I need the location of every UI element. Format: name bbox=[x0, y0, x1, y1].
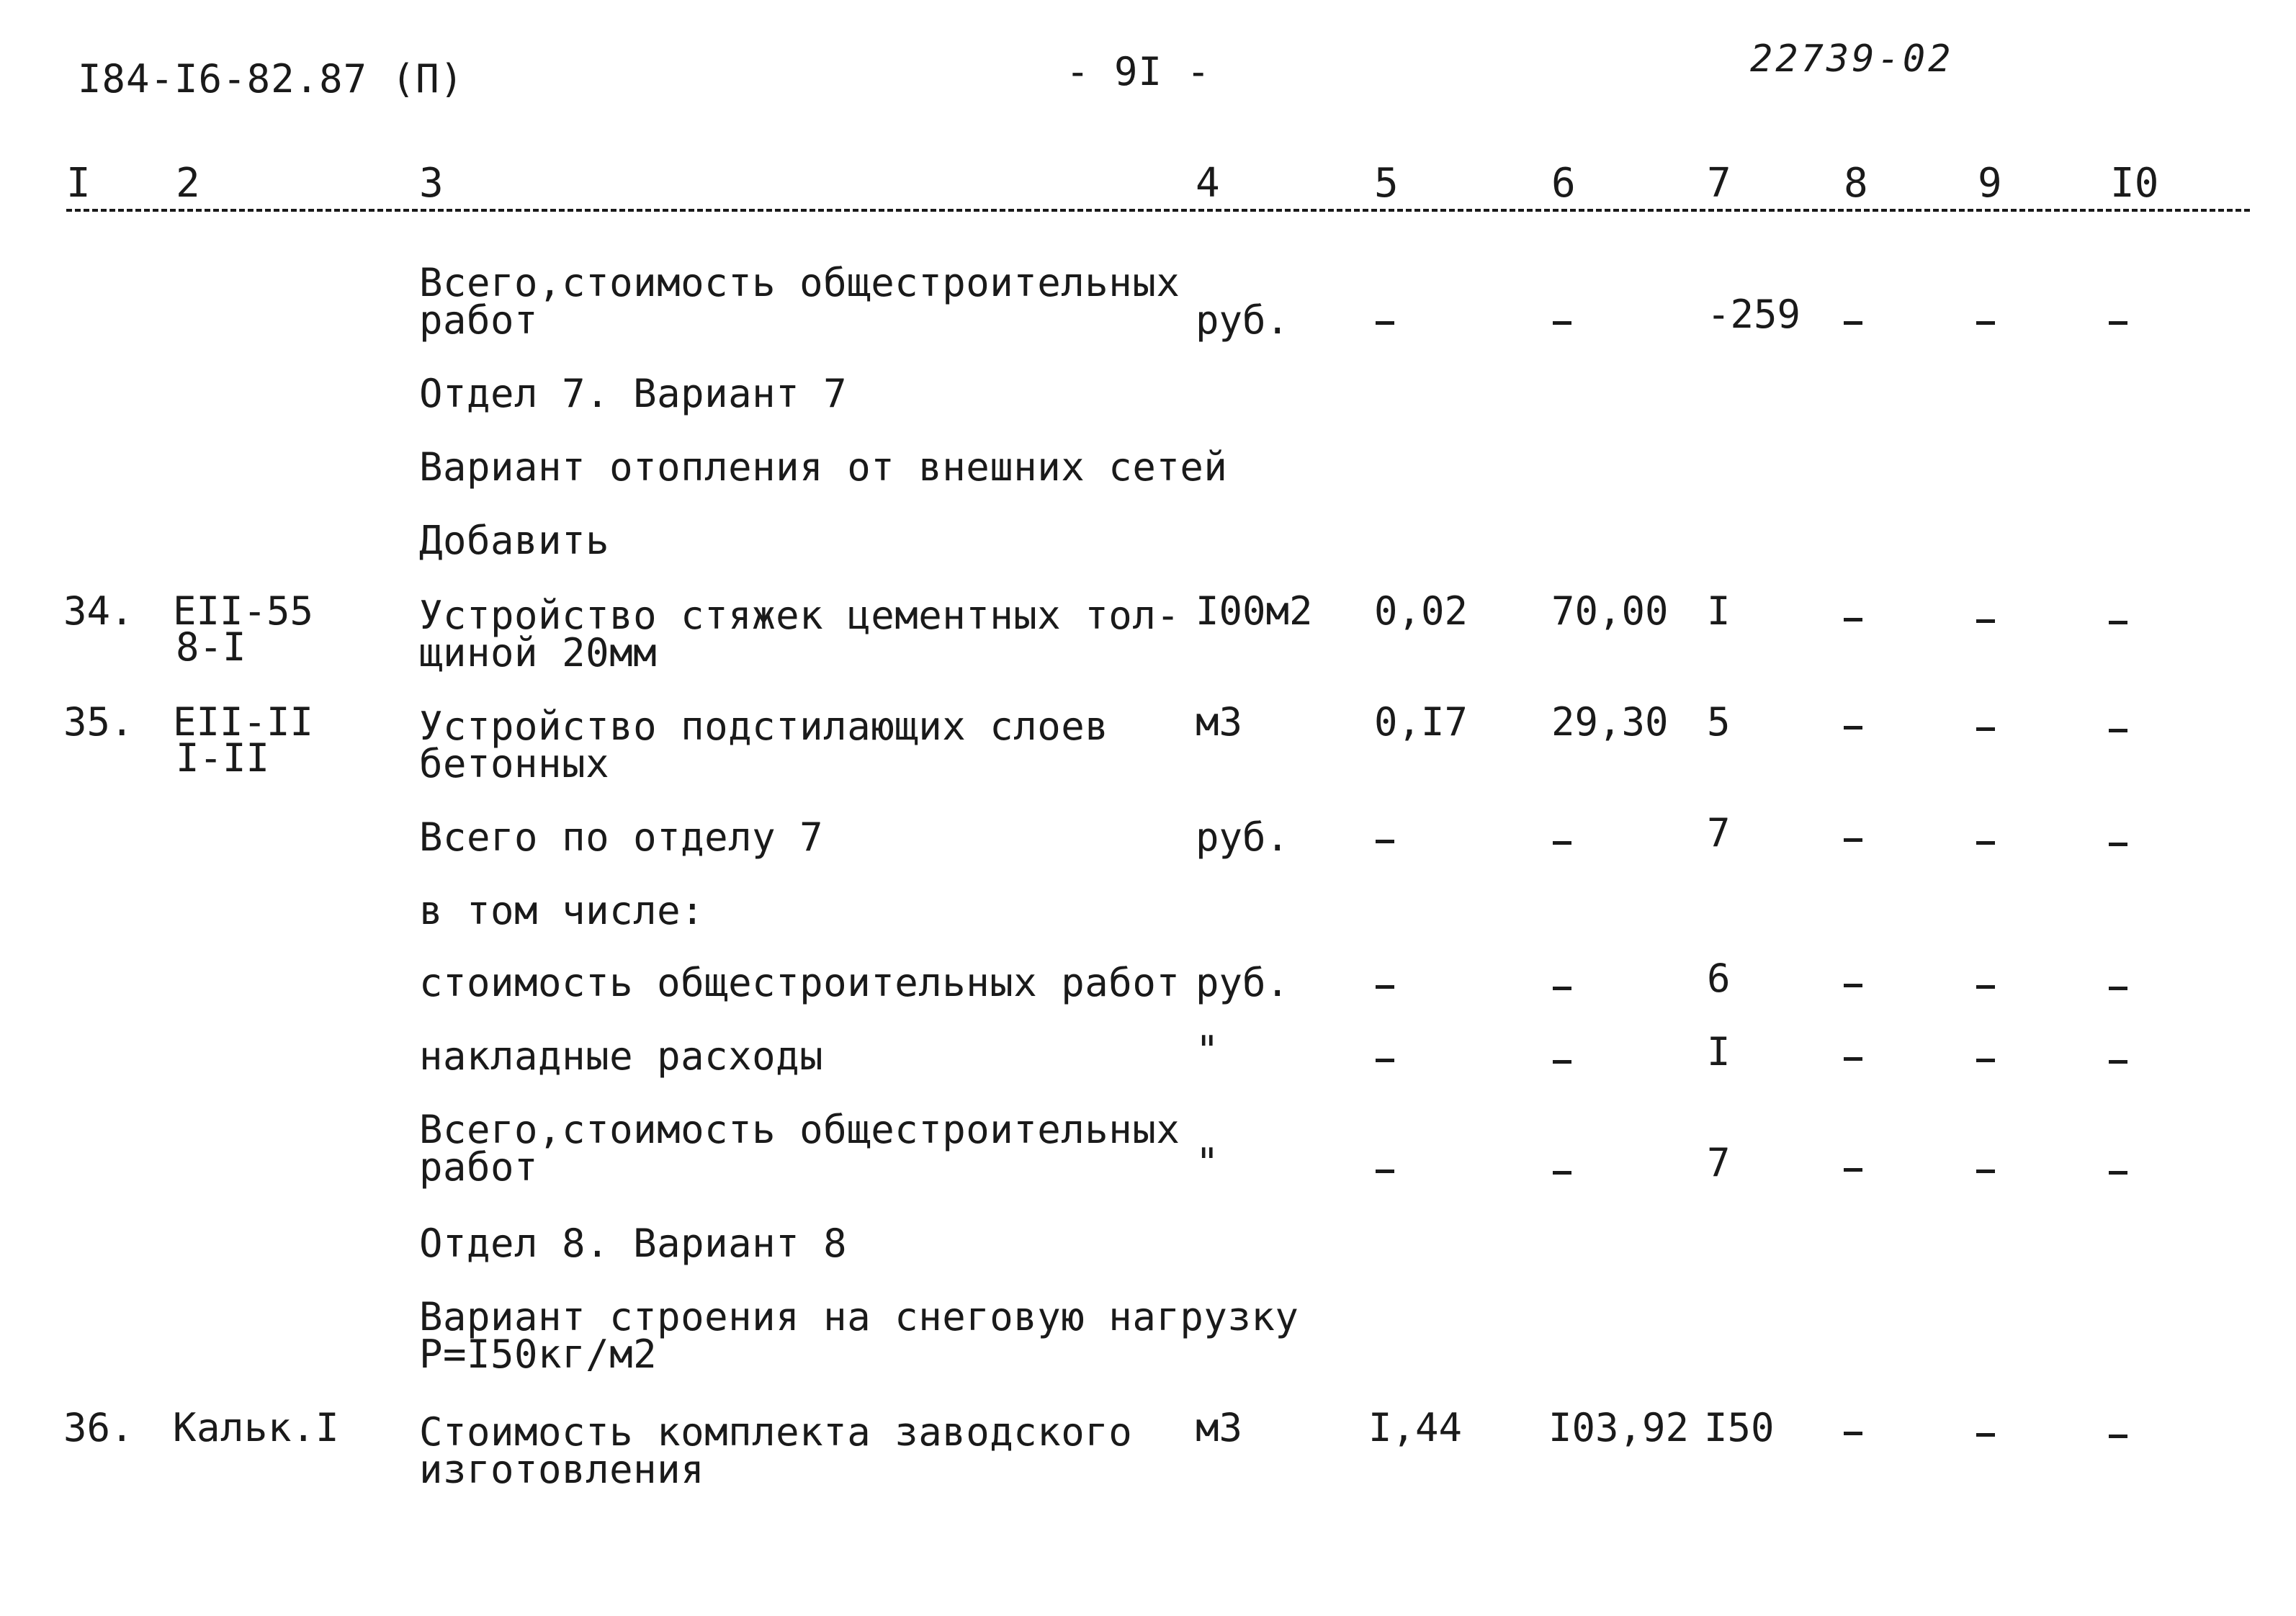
row-number: 36. bbox=[63, 1405, 134, 1450]
row-col8-dash bbox=[1844, 726, 1862, 730]
row-col6-dash bbox=[1553, 987, 1571, 990]
document-code: I84-I6-82.87 (П) bbox=[78, 56, 465, 102]
row-col5-dash bbox=[1376, 985, 1394, 989]
row-description-cont: щиной 20мм bbox=[419, 630, 658, 675]
row-col8-dash bbox=[1844, 1168, 1862, 1172]
row-col8-dash bbox=[1844, 618, 1862, 621]
column-heading-6: 6 bbox=[1551, 160, 1576, 207]
row-col9-dash bbox=[1976, 1433, 1995, 1437]
section-subheading: Вариант отопления от внешних сетей bbox=[419, 444, 1228, 490]
row-col7-value: I bbox=[1707, 1029, 1731, 1074]
row-col10-dash bbox=[2109, 729, 2127, 732]
row-col10-dash bbox=[2109, 621, 2127, 624]
row-col7-value: I bbox=[1707, 588, 1731, 634]
row-description-cont: работ bbox=[419, 297, 539, 343]
row-number: 34. bbox=[63, 588, 134, 634]
row-col5-value: 0,02 bbox=[1374, 588, 1468, 634]
row-unit: руб. bbox=[1196, 960, 1290, 1005]
row-col6-value: I03,92 bbox=[1548, 1405, 1690, 1450]
page-number: - 9I - bbox=[1066, 49, 1211, 94]
row-col8-dash bbox=[1844, 321, 1862, 325]
row-col10-dash bbox=[2109, 987, 2127, 990]
including-label: в том числе: bbox=[419, 888, 705, 933]
row-col5-dash bbox=[1376, 840, 1394, 843]
row-description-cont: изготовления bbox=[419, 1447, 705, 1492]
row-description: стоимость общестроительных работ bbox=[419, 960, 1180, 1005]
row-col6-dash bbox=[1553, 1171, 1571, 1175]
row-unit: I00м2 bbox=[1196, 588, 1313, 634]
row-code: ЕII-II bbox=[173, 699, 314, 745]
row-col5-dash bbox=[1376, 1170, 1394, 1173]
column-heading-9: 9 bbox=[1978, 160, 2002, 207]
row-col9-dash bbox=[1976, 1059, 1995, 1062]
row-col9-dash bbox=[1976, 619, 1995, 623]
row-col8-dash bbox=[1844, 1057, 1862, 1061]
row-col5-value: I,44 bbox=[1368, 1405, 1463, 1450]
row-col7-value: 6 bbox=[1707, 956, 1731, 1001]
section-heading: Отдел 8. Вариант 8 bbox=[419, 1221, 848, 1266]
row-col7-value: 7 bbox=[1707, 810, 1731, 856]
row-description: Устройство подстилающих слоев bbox=[419, 704, 1109, 749]
document-number: 22739-02 bbox=[1750, 37, 1954, 81]
row-code-cont: 8-I bbox=[176, 624, 246, 670]
row-col8-dash bbox=[1844, 984, 1862, 987]
column-heading-3: 3 bbox=[419, 160, 444, 207]
column-heading-2: 2 bbox=[176, 160, 200, 207]
row-col5-value: 0,I7 bbox=[1374, 699, 1468, 745]
row-col6-dash bbox=[1553, 841, 1571, 845]
row-col7-value: I50 bbox=[1704, 1405, 1775, 1450]
row-col9-dash bbox=[1976, 1170, 1995, 1173]
column-heading-5: 5 bbox=[1374, 160, 1399, 207]
row-description: Всего,стоимость общестроительных bbox=[419, 260, 1180, 305]
row-col9-dash bbox=[1976, 321, 1995, 325]
row-col10-dash bbox=[2109, 843, 2127, 846]
row-description: Устройство стяжек цементных тол- bbox=[419, 593, 1180, 638]
row-description: Всего,стоимость общестроительных bbox=[419, 1107, 1180, 1152]
row-unit: " bbox=[1196, 1140, 1219, 1185]
row-code-cont: I-II bbox=[176, 735, 270, 781]
row-description-cont: работ bbox=[419, 1144, 539, 1190]
row-col10-dash bbox=[2109, 1060, 2127, 1064]
column-heading-8: 8 bbox=[1844, 160, 1868, 207]
column-heading-10: I0 bbox=[2110, 160, 2159, 207]
row-description: Стоимость комплекта заводского bbox=[419, 1409, 1133, 1455]
section-subheading-cont: Р=I50кг/м2 bbox=[419, 1332, 658, 1377]
row-col10-dash bbox=[2109, 1171, 2127, 1175]
column-heading-7: 7 bbox=[1707, 160, 1731, 207]
row-code: ЕII-55 bbox=[173, 588, 314, 634]
row-col6-value: 70,00 bbox=[1551, 588, 1669, 634]
row-description-cont: бетонных bbox=[419, 741, 610, 786]
section-subheading: Вариант строения на снеговую нагрузку bbox=[419, 1294, 1299, 1339]
section-heading: Отдел 7. Вариант 7 bbox=[419, 371, 848, 416]
row-col9-dash bbox=[1976, 985, 1995, 989]
row-description: накладные расходы bbox=[419, 1033, 824, 1079]
row-col5-dash bbox=[1376, 1059, 1394, 1062]
row-col9-dash bbox=[1976, 727, 1995, 731]
row-col7-value: -259 bbox=[1707, 292, 1801, 337]
row-code: Кальк.I bbox=[173, 1405, 340, 1450]
row-col7-value: 5 bbox=[1707, 699, 1731, 745]
column-heading-4: 4 bbox=[1196, 160, 1220, 207]
row-number: 35. bbox=[63, 699, 134, 745]
row-unit: руб. bbox=[1196, 814, 1290, 860]
row-col6-dash bbox=[1553, 321, 1571, 325]
row-col8-dash bbox=[1844, 1432, 1862, 1435]
row-unit: м3 bbox=[1196, 1405, 1243, 1450]
column-heading-1: I bbox=[66, 160, 91, 207]
row-unit: м3 bbox=[1196, 699, 1243, 745]
row-unit: руб. bbox=[1196, 297, 1290, 343]
row-col9-dash bbox=[1976, 841, 1995, 845]
row-col10-dash bbox=[2109, 1435, 2127, 1438]
row-col6-dash bbox=[1553, 1060, 1571, 1064]
row-col5-dash bbox=[1376, 321, 1394, 325]
row-col7-value: 7 bbox=[1707, 1140, 1731, 1185]
row-unit: " bbox=[1196, 1028, 1219, 1073]
row-description: Всего по отделу 7 bbox=[419, 814, 824, 860]
header-rule bbox=[66, 209, 2250, 212]
row-col6-value: 29,30 bbox=[1551, 699, 1669, 745]
add-label: Добавить bbox=[419, 518, 610, 563]
row-col10-dash bbox=[2109, 321, 2127, 325]
row-col8-dash bbox=[1844, 838, 1862, 842]
